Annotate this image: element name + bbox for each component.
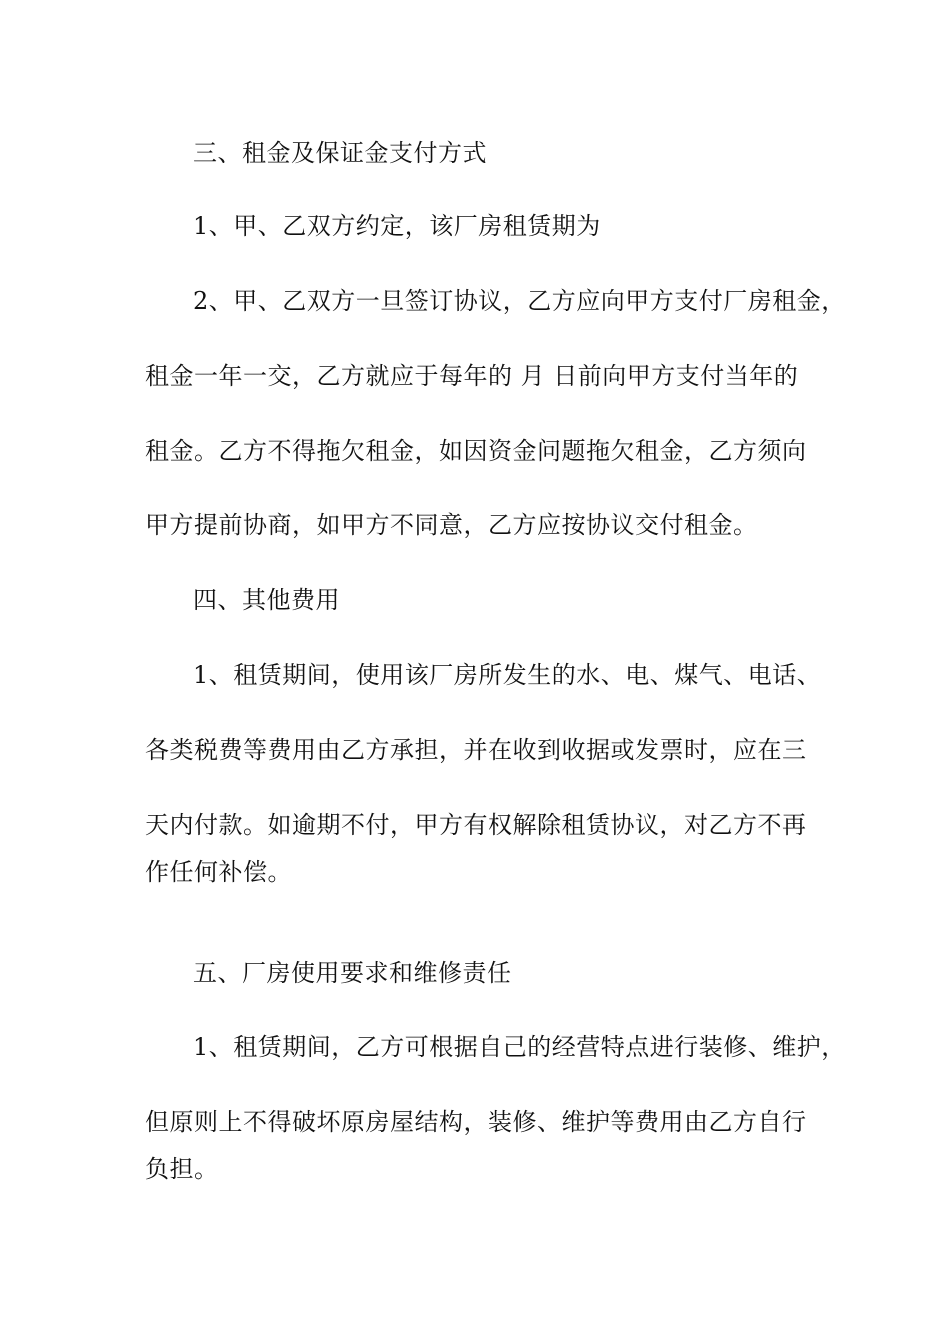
paragraph-line: 负担。 (145, 1155, 219, 1183)
paragraph-line: 但原则上不得破坏原房屋结构，装修、维护等费用由乙方自行 (145, 1108, 807, 1136)
paragraph-line: 租金一年一交，乙方就应于每年的 月 日前向甲方支付当年的 (145, 362, 799, 390)
paragraph-line: 各类税费等费用由乙方承担，并在收到收据或发票时，应在三 (145, 736, 807, 764)
paragraph-line: 甲方提前协商，如甲方不同意，乙方应按协议交付租金。 (145, 511, 758, 539)
paragraph-line: 作任何补偿。 (145, 858, 292, 886)
paragraph-line: 1、租赁期间，使用该厂房所发生的水、电、煤气、电话、 (193, 661, 822, 689)
paragraph-line: 1、甲、乙双方约定，该厂房租赁期为 (193, 212, 601, 240)
paragraph-line: 天内付款。如逾期不付，甲方有权解除租赁协议，对乙方不再 (145, 811, 807, 839)
paragraph-line: 2、甲、乙双方一旦签订协议，乙方应向甲方支付厂房租金， (193, 287, 846, 315)
section-heading-other-fees: 四、其他费用 (193, 586, 340, 614)
paragraph-line: 租金。乙方不得拖欠租金，如因资金问题拖欠租金，乙方须向 (145, 437, 807, 465)
paragraph-line: 1、租赁期间，乙方可根据自己的经营特点进行装修、维护， (193, 1033, 846, 1061)
section-heading-use-and-maintenance: 五、厂房使用要求和维修责任 (193, 959, 512, 987)
section-heading-rent-payment: 三、租金及保证金支付方式 (193, 139, 487, 167)
